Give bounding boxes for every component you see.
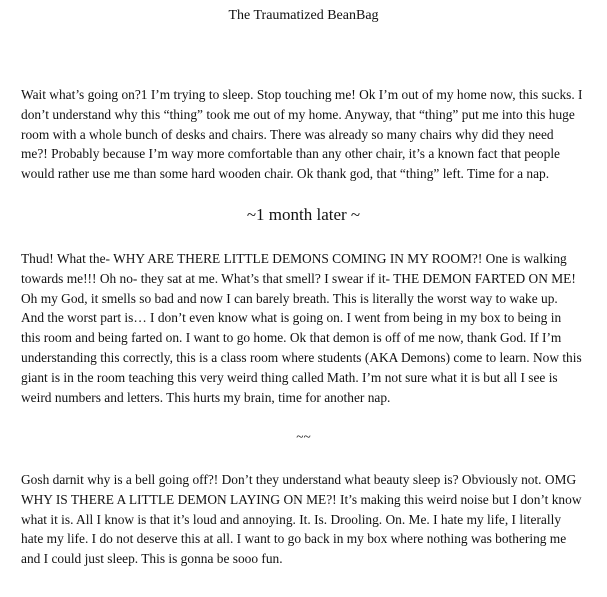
section-divider-time-skip: ~1 month later ~ [246,205,361,224]
document-title: The Traumatized BeanBag [228,8,379,23]
paragraph-2: Thud! What the- WHY ARE THERE LITTLE DEMONS COMING IN MY ROOM?! One is walking towards me!!! Oh no- they sat at me. What’s that smell? I swear if it- THE DEMON FARTED ON ME! Oh my God, it smells so bad and now I can barely breath. This is literally the worst way to wake up. And the worst part is… I don’t even know what is going on. I went from being in my box to being in this room and being farted on. I want to go home. Ok that demon is off of me now, thank God. If I’m understanding this correctly, this is a class room where students (AKA Demons) come to learn. Now this giant is in the room teaching this very weird thing called Math. I’m not sure what it is but all I see is weird numbers and letters. This hurts my brain, time for another nap. [21,251,582,405]
paragraph-3: Gosh darnit why is a bell going off?! Don’t they understand what beauty sleep is? Obviously not. OMG WHY IS THERE A LITTLE DEMON LAYING ON ME?! It’s making this weird noise but I don’t know what it is. All I know is that it’s loud and annoying. It. Is. Drooling. On. Me. I hate my life, I literally hate my life. I do not deserve this at all. I want to go back in my box where nothing was bothering me and I could just sleep. This is gonna be sooo fun. [21,472,582,567]
section-divider-tilde: ~~ [296,429,311,444]
paragraph-1: Wait what’s going on?1 I’m trying to sleep. Stop touching me! Ok I’m out of my home now, this sucks. I don’t understand why this “thing” took me out of my home. Anyway, that “thing” put me into this huge room with a whole bunch of desks and chairs. There was already so many chairs why did they need me?! Probably because I’m way more comfortable than any other chair, it’s a known fact that people would rather use me than some hard wooden chair. Ok thank god, that “thing” left. Time for a nap. [21,87,583,182]
